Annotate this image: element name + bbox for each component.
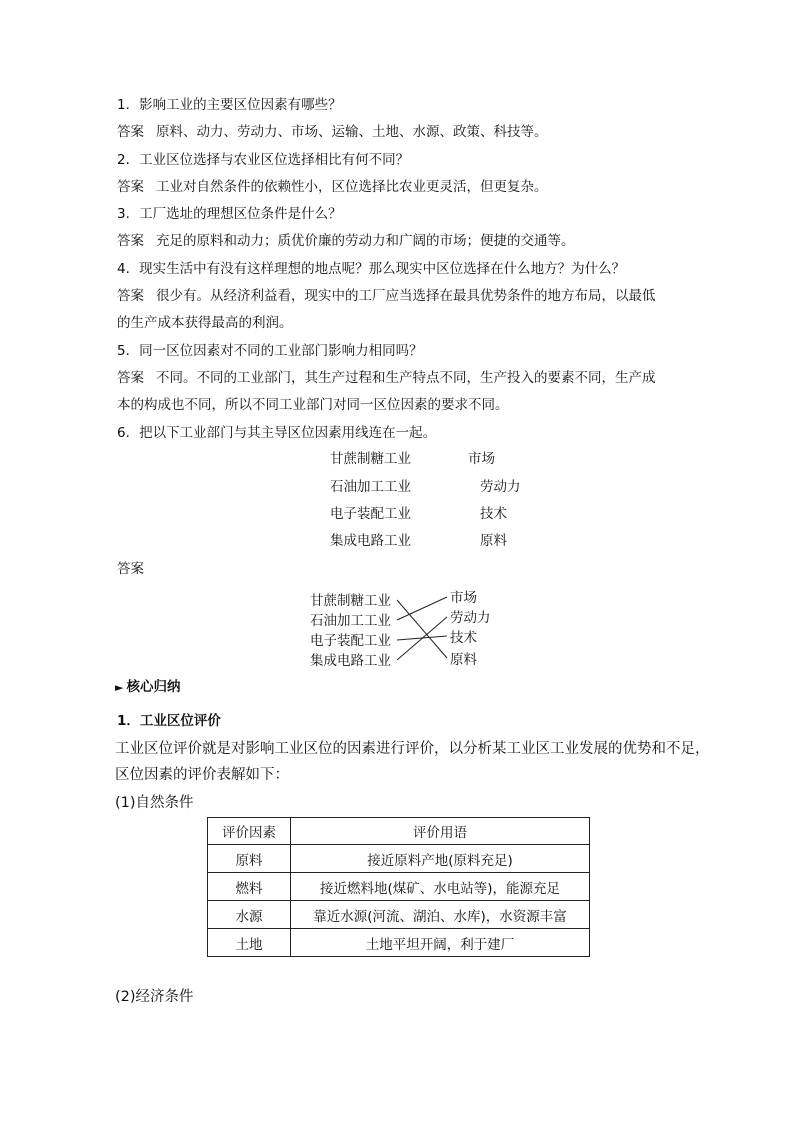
- industry-label: 甘蔗制糖工业: [310, 593, 391, 609]
- answer-label: 答案: [117, 179, 144, 195]
- table-header-row: [208, 818, 590, 845]
- answer-3: [117, 231, 575, 251]
- economic-conditions-heading: (2)经济条件: [115, 989, 194, 1005]
- table-row: [208, 929, 590, 957]
- table-cell: 燃料: [208, 873, 291, 901]
- factor-label: 市场: [450, 590, 477, 606]
- answer-2: [117, 177, 548, 197]
- evaluation-table: [207, 817, 590, 957]
- industry-label: 集成电路工业: [310, 653, 391, 669]
- circle-arrow-icon: ►: [115, 681, 124, 694]
- question-4: 4．现实生活中有没有这样理想的地点呢？那么现实中区位选择在什么地方？为什么？: [117, 261, 626, 277]
- answer-6-label: 答案: [117, 561, 144, 577]
- answer-5: [117, 368, 656, 388]
- table-cell: 靠近水源(河流、湖泊、水库)，水资源丰富: [291, 901, 590, 929]
- answer-5-cont: 本的构成也不同，所以不同工业部门对同一区位因素的要求不同。: [117, 397, 509, 413]
- answer-text: 工业对自然条件的依赖性小，区位选择比农业更灵活，但更复杂。: [156, 179, 548, 195]
- summary-heading: [115, 677, 180, 698]
- summary-para: 工业区位评价就是对影响工业区位的因素进行评价，以分析某工业区工业发展的优势和不足，: [115, 741, 710, 757]
- industry-item: 甘蔗制糖工业: [330, 451, 411, 467]
- factor-label: 原料: [450, 652, 477, 668]
- answer-1: [117, 122, 548, 142]
- industry-item: 电子装配工业: [330, 506, 411, 522]
- table-header: 评价因素: [208, 818, 291, 845]
- table-cell: 原料: [208, 845, 291, 873]
- factor-label: 劳动力: [450, 610, 491, 626]
- answer-text: 原料、动力、劳动力、市场、运输、土地、水源、政策、科技等。: [156, 124, 548, 140]
- question-1: 1．影响工业的主要区位因素有哪些？: [117, 97, 342, 113]
- industry-item: 石油加工工业: [330, 479, 411, 495]
- question-3: 3．工厂选址的理想区位条件是什么？: [117, 206, 342, 222]
- summary-heading-text: 核心归纳: [126, 679, 181, 695]
- factor-item: 技术: [480, 506, 507, 522]
- table-cell: 土地: [208, 929, 291, 957]
- match-line: [397, 617, 447, 660]
- factor-item: 市场: [468, 451, 495, 467]
- factor-item: 原料: [480, 533, 507, 549]
- answer-label: 答案: [117, 370, 144, 386]
- table-row: [208, 901, 590, 929]
- question-6: 6．把以下工业部门与其主导区位因素用线连在一起。: [117, 425, 437, 441]
- question-5: 5．同一区位因素对不同的工业部门影响力相同吗？: [117, 343, 423, 359]
- table-cell: 土地平坦开阔，利于建厂: [291, 929, 590, 957]
- answer-label: 答案: [117, 124, 144, 140]
- factor-item: 劳动力: [480, 479, 521, 495]
- industry-label: 电子装配工业: [310, 633, 391, 649]
- industry-item: 集成电路工业: [330, 533, 411, 549]
- answer-label: 答案: [117, 233, 144, 249]
- table-cell: 接近燃料地(煤矿、水电站等)，能源充足: [291, 873, 590, 901]
- answer-label: 答案: [117, 288, 144, 304]
- answer-text: 充足的原料和动力；质优价廉的劳动力和广阔的市场；便捷的交通等。: [156, 233, 575, 249]
- factor-label: 技术: [450, 630, 477, 646]
- table-cell: 水源: [208, 901, 291, 929]
- table-row: [208, 845, 590, 873]
- answer-text: 不同。不同的工业部门，其生产过程和生产特点不同，生产投入的要素不同，生产成: [156, 370, 656, 386]
- answer-4-cont: 的生产成本获得最高的利润。: [117, 315, 293, 331]
- summary-sub1: 1．工业区位评价: [117, 713, 221, 729]
- question-2: 2．工业区位选择与农业区位选择相比有何不同？: [117, 152, 410, 168]
- answer-text: 很少有。从经济利益看，现实中的工厂应当选择在最具优势条件的地方布局，以最低: [156, 288, 656, 304]
- answer-4: [117, 286, 656, 306]
- table-header: 评价用语: [291, 818, 590, 845]
- industry-label: 石油加工工业: [310, 613, 391, 629]
- summary-para: 区位因素的评价表解如下：: [115, 767, 289, 783]
- natural-conditions-heading: (1)自然条件: [115, 795, 194, 811]
- matching-answer-diagram: [300, 586, 500, 676]
- table-cell: 接近原料产地(原料充足): [291, 845, 590, 873]
- table-row: [208, 873, 590, 901]
